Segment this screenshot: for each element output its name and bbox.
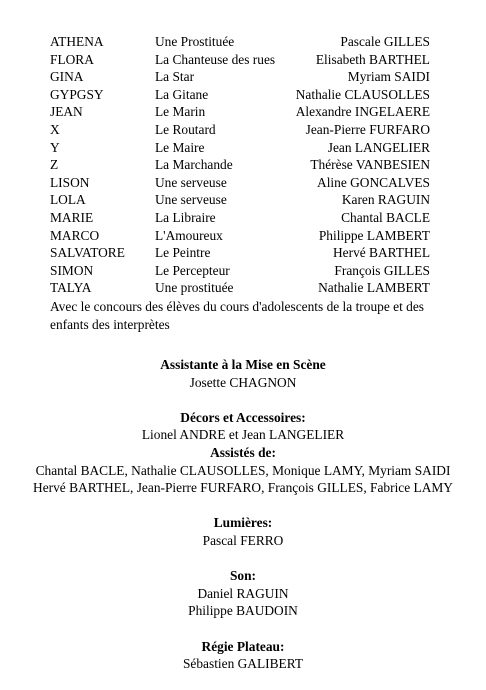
cast-part: La Marchande	[155, 157, 233, 173]
cast-role: X	[50, 121, 60, 137]
cast-part: Une serveuse	[155, 174, 227, 190]
sound-name-1: Daniel RAGUIN	[197, 585, 289, 601]
cast-role: GYPGSY	[50, 86, 104, 102]
assistant-section	[0, 356, 486, 391]
decor-assist-title: Assistés de:	[210, 444, 276, 460]
cast-actor: Elisabeth BARTHEL	[315, 51, 430, 67]
lights-title: Lumières:	[213, 515, 273, 531]
decor-assist-line-1: Chantal BACLE, Nathalie CLAUSOLLES, Monique LAMY, Myriam SAIDI	[35, 462, 451, 478]
cast-part: Le Routard	[155, 121, 216, 137]
cast-role: FLORA	[50, 51, 94, 67]
cast-role: GINA	[50, 69, 84, 85]
cast-role: MARCO	[50, 227, 100, 243]
cast-role: TALYA	[50, 280, 92, 296]
cast-role: LISON	[50, 174, 90, 190]
cast-row	[50, 227, 430, 245]
cast-part: Une prostituée	[155, 280, 234, 296]
cast-role: SALVATORE	[50, 245, 125, 261]
cast-row	[50, 156, 430, 174]
cast-row	[50, 33, 430, 51]
cast-list	[50, 33, 430, 333]
decor-assist-line-2: Hervé BARTHEL, Jean-Pierre FURFARO, François GILLES, Fabrice LAMY	[33, 480, 453, 496]
cast-row	[50, 86, 430, 104]
cast-part: Le Percepteur	[155, 262, 230, 278]
cast-role: Z	[50, 157, 59, 173]
cast-actor: Hervé BARTHEL	[333, 245, 430, 261]
cast-row	[50, 51, 430, 69]
cast-role: MARIE	[50, 209, 94, 225]
decor-title: Décors et Accessoires:	[180, 409, 306, 425]
cast-role: ATHENA	[50, 34, 104, 49]
cast-actor: Jean-Pierre FURFARO	[305, 121, 430, 137]
sound-title: Son:	[229, 568, 257, 584]
cast-part: Une serveuse	[155, 192, 227, 208]
cast-part: L'Amoureux	[155, 227, 223, 243]
sound-section	[0, 567, 486, 620]
sound-name-2: Philippe BAUDOIN	[188, 603, 298, 619]
stage-name: Sébastien GALIBERT	[182, 656, 304, 672]
cast-row	[50, 244, 430, 262]
cast-actor: Alexandre INGELAERE	[295, 104, 430, 120]
cast-part: Le Marin	[155, 104, 206, 120]
cast-role: LOLA	[50, 192, 86, 208]
cast-rows	[50, 33, 430, 297]
lights-name: Pascal FERRO	[202, 532, 284, 548]
cast-note: Avec le concours des élèves du cours d'adolescents de la troupe et des enfants des interprètes	[50, 298, 424, 332]
cast-part: La Chanteuse des rues	[155, 51, 276, 67]
cast-actor: Thérèse VANBESIEN	[310, 157, 430, 173]
cast-role: JEAN	[50, 104, 83, 120]
cast-row	[50, 174, 430, 192]
cast-actor: Karen RAGUIN	[341, 192, 430, 208]
cast-row	[50, 121, 430, 139]
stage-title: Régie Plateau:	[201, 638, 285, 654]
cast-row	[50, 191, 430, 209]
cast-part: Le Peintre	[155, 245, 211, 261]
cast-actor: Nathalie CLAUSOLLES	[295, 86, 430, 102]
cast-row	[50, 209, 430, 227]
decor-section	[0, 409, 486, 497]
cast-actor: Nathalie LAMBERT	[318, 280, 430, 296]
lights-section	[0, 514, 486, 549]
decor-names: Lionel ANDRE et Jean LANGELIER	[141, 427, 345, 443]
cast-actor: Philippe LAMBERT	[318, 227, 430, 243]
cast-row	[50, 262, 430, 280]
cast-actor: Pascale GILLES	[340, 34, 430, 49]
cast-role: SIMON	[50, 262, 94, 278]
cast-part: La Libraire	[155, 209, 216, 225]
cast-actor: François GILLES	[334, 262, 430, 278]
stage-section	[0, 638, 486, 673]
cast-actor: Myriam SAIDI	[347, 69, 430, 85]
cast-actor: Chantal BACLE	[341, 209, 430, 225]
cast-row	[50, 103, 430, 121]
credits	[0, 356, 486, 690]
cast-part: La Star	[155, 69, 195, 85]
assistant-name: Josette CHAGNON	[189, 374, 297, 390]
cast-part: Une Prostituée	[155, 34, 235, 49]
cast-row	[50, 139, 430, 157]
cast-row	[50, 279, 430, 297]
cast-part: Le Maire	[155, 139, 205, 155]
cast-row	[50, 68, 430, 86]
cast-part: La Gitane	[155, 86, 209, 102]
cast-role: Y	[50, 139, 60, 155]
cast-actor: Jean LANGELIER	[327, 139, 430, 155]
cast-actor: Aline GONCALVES	[317, 174, 430, 190]
assistant-title: Assistante à la Mise en Scène	[160, 357, 326, 372]
